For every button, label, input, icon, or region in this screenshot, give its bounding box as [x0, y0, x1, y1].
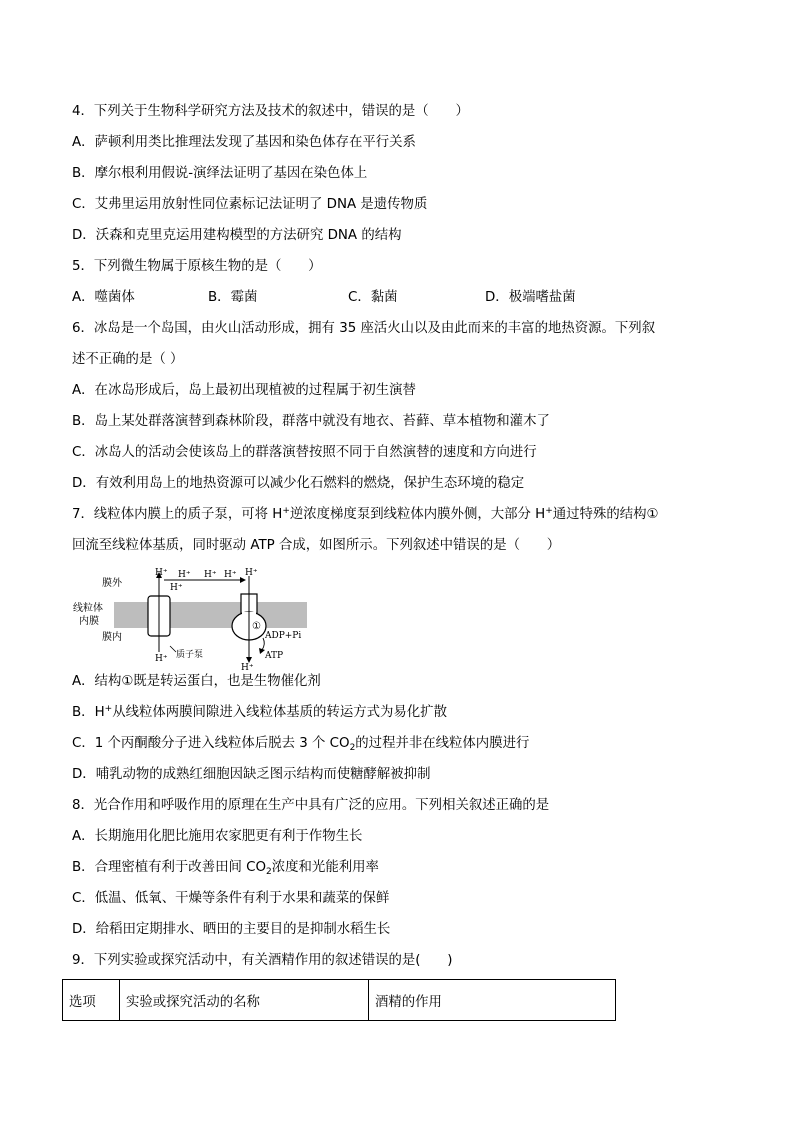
table-header-cell: 选项 — [63, 980, 120, 1021]
label-adp: ADP+Pi — [265, 631, 302, 641]
q4-stem: 4．下列关于生物科学研究方法及技术的叙述中，错误的是（ ） — [72, 104, 469, 119]
q7-option-a: A．结构①既是转运蛋白，也是生物催化剂 — [72, 674, 321, 689]
subscript-2: 2 — [266, 867, 272, 877]
q9-stem: 9．下列实验或探究活动中，有关酒精作用的叙述错误的是( ) — [72, 953, 453, 968]
q7-stem-line-2: 回流至线粒体基质，同时驱动 ATP 合成，如图所示。下列叙述中错误的是（ ） — [72, 538, 561, 553]
superscript-plus: + — [545, 506, 553, 516]
q6-stem-line-2: 述不正确的是（ ） — [72, 352, 184, 367]
proton-flow-label-2: H⁺ — [204, 570, 217, 580]
proton-synthase-top: H⁺ — [245, 568, 258, 578]
q6-stem-line-1: 6．冰岛是一个岛国，由火山活动形成，拥有 35 座活火山以及由此而来的丰富的地热资源。下列叙 — [72, 321, 656, 336]
q9-table — [62, 979, 616, 1021]
label-membrane-1: 线粒体 — [73, 603, 103, 614]
q8-option-a: A．长期施用化肥比施用农家肥更有利于作物生长 — [72, 829, 363, 844]
q5-stem: 5．下列微生物属于原核生物的是（ ） — [72, 259, 322, 274]
q7-stem-text-c: 通过特殊的结构① — [552, 507, 659, 522]
q7-option-b-text-a: B．H — [72, 705, 105, 720]
label-proton-pump: 质子泵 — [176, 650, 204, 660]
q8-option-b — [72, 858, 379, 878]
q7-option-b — [72, 703, 447, 723]
subscript-2: 2 — [349, 743, 356, 753]
q7-stem-text-b: 逆浓度梯度泵到线粒体内膜外侧，大部分 H — [289, 507, 546, 522]
label-atp: ATP — [265, 651, 284, 661]
q6-option-d: D．有效利用岛上的地热资源可以减少化石燃料的燃烧，保护生态环境的稳定 — [72, 476, 525, 491]
q8-option-c: C．低温、低氧、干燥等条件有利于水果和蔬菜的保鲜 — [72, 891, 390, 906]
q5-option-d: D．极端嗜盐菌 — [485, 290, 576, 305]
proton-flow-label-3: H⁺ — [224, 570, 237, 580]
q4-option-d: D．沃森和克里克运用建构模型的方法研究 DNA 的结构 — [72, 228, 402, 243]
q6-option-c: C．冰岛人的活动会使该岛上的群落演替按照不同于自然演替的速度和方向进行 — [72, 445, 537, 460]
proton-bottom-label: H⁺ — [155, 654, 168, 664]
q4-option-c: C．艾弗里运用放射性同位素标记法证明了 DNA 是遗传物质 — [72, 197, 428, 212]
q4-option-b: B．摩尔根利用假说-演绎法证明了基因在染色体上 — [72, 166, 368, 181]
q5-option-a: A．噬菌体 — [72, 290, 135, 305]
proton-flow-label-1: H⁺ — [178, 570, 191, 580]
q7-option-c-text-b: 的过程并非在线粒体内膜进行 — [355, 736, 530, 751]
q6-option-a: A．在冰岛形成后，岛上最初出现植被的过程属于初生演替 — [72, 383, 416, 398]
q8-option-d: D．给稻田定期排水、晒田的主要目的是抑制水稻生长 — [72, 922, 391, 937]
proton-outer-label: H⁺ — [170, 583, 183, 593]
q5-option-c: C．黏菌 — [348, 290, 398, 305]
structure-1-label: ① — [252, 621, 261, 632]
label-outer-side: 膜外 — [102, 578, 122, 589]
table-header-row — [63, 980, 616, 1021]
inner-membrane-band — [114, 602, 307, 628]
label-membrane-2: 内膜 — [79, 616, 99, 627]
superscript-plus: + — [104, 704, 113, 714]
q5-option-b: B．霉菌 — [208, 290, 258, 305]
proton-synthase-bottom: H⁺ — [241, 663, 254, 673]
label-inner-side: 膜内 — [102, 632, 122, 643]
proton-pump-diagram — [72, 566, 312, 673]
table-header-cell: 酒精的作用 — [369, 980, 616, 1021]
adp-atp-curve — [262, 638, 264, 650]
proton-top-label: H⁺ — [155, 568, 168, 578]
superscript-plus: + — [282, 506, 290, 516]
q7-option-d: D．哺乳动物的成熟红细胞因缺乏图示结构而使糖酵解被抑制 — [72, 767, 431, 782]
q7-stem-line-1 — [72, 505, 659, 525]
q8-stem: 8．光合作用和呼吸作用的原理在生产中具有广泛的应用。下列相关叙述正确的是 — [72, 798, 550, 813]
q5-options — [72, 288, 576, 308]
q8-option-b-text-b: 浓度和光能利用率 — [271, 860, 379, 875]
q7-option-b-text-b: 从线粒体两膜间隙进入线粒体基质的转运方式为易化扩散 — [112, 705, 447, 720]
q4-option-a: A．萨顿利用类比推理法发现了基因和染色体存在平行关系 — [72, 135, 416, 150]
table-header-cell: 实验或探究活动的名称 — [120, 980, 369, 1021]
q7-option-c-text-a: C．1 个丙酮酸分子进入线粒体后脱去 3 个 CO — [72, 736, 350, 751]
q6-option-b: B．岛上某处群落演替到森林阶段，群落中就没有地衣、苔藓、草本植物和灌木了 — [72, 414, 550, 429]
q7-option-c — [72, 734, 529, 754]
q8-option-b-text-a: B．合理密植有利于改善田间 CO — [72, 860, 267, 875]
q7-stem-text-a: 7．线粒体内膜上的质子泵，可将 H — [72, 507, 283, 522]
